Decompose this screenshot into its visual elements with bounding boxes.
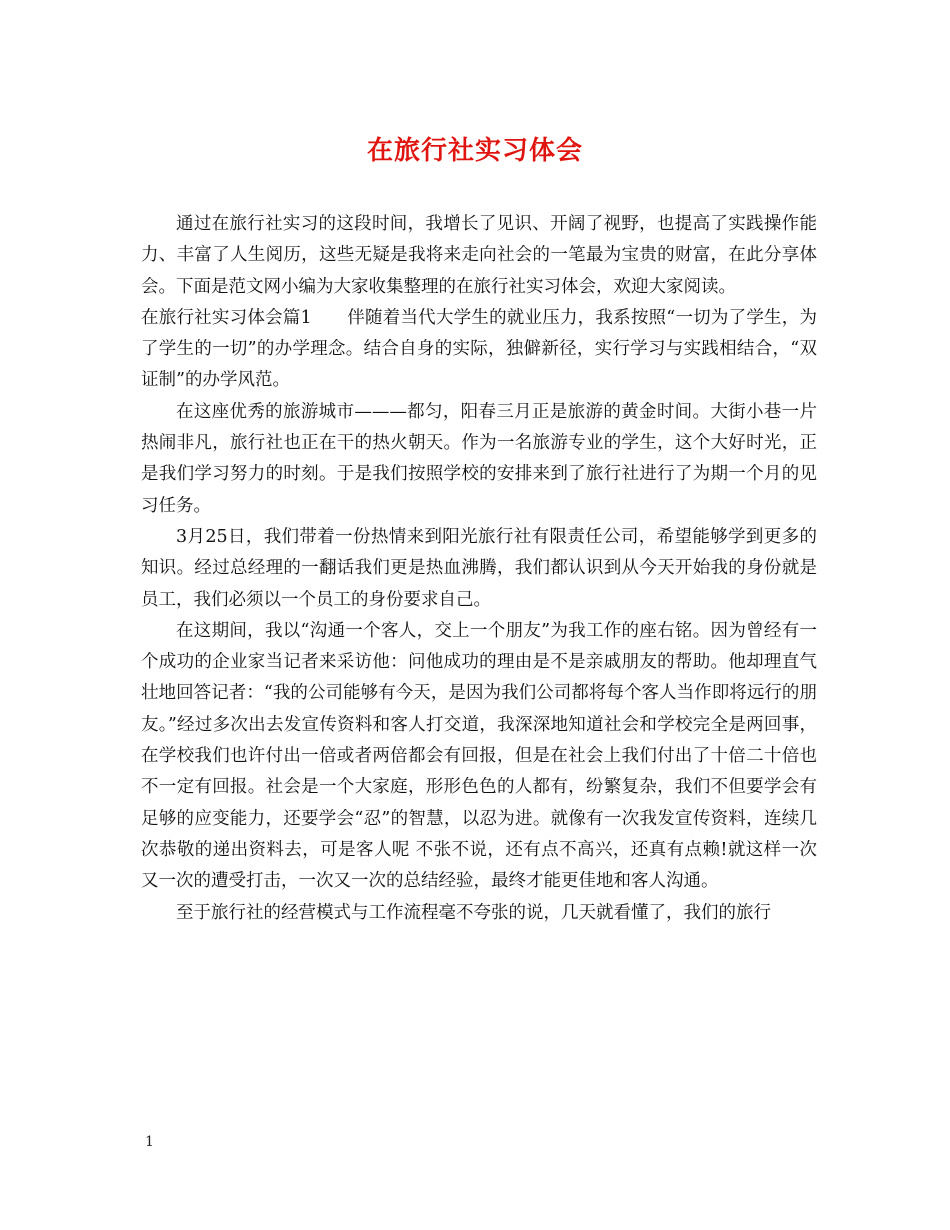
paragraph-intro: 通过在旅行社实习的这段时间，我增长了见识、开阔了视野，也提高了实践操作能力、丰富了人生阅历，这些无疑是我将来走向社会的一笔最为宝贵的财富，在此分享体会。下面是范文网小编为大家收集整理的在旅行社实习体会，欢迎大家阅读。 <box>141 214 817 297</box>
document-body <box>141 209 817 929</box>
paragraph-duyun: 在这座优秀的旅游城市———都匀，阳春三月正是旅游的黄金时间。大街小巷一片热闹非凡，旅行社也正在干的热火朝天。作为一名旅游专业的学生，这个大好时光，正是我们学习努力的时刻。于是我们按照学校的安排来到了旅行社进行了为期一个月的见习任务。 <box>141 401 817 516</box>
paragraph-article-1-opening: 在旅行社实习体会篇1 伴随着当代大学生的就业压力，我系按照“一切为了学生，为了学生的一切”的办学理念。结合自身的实际，独僻新径，实行学习与实践相结合，“双证制”的办学风范。 <box>141 307 817 391</box>
page-number: 1 <box>145 1134 154 1150</box>
paragraph-business-model: 至于旅行社的经营模式与工作流程毫不夸张的说，几天就看懂了，我们的旅行 <box>176 902 771 923</box>
page-title: 在旅行社实习体会 <box>366 136 583 166</box>
paragraph-march-25: 3月25日，我们带着一份热情来到阳光旅行社有限责任公司，希望能够学到更多的知识。经过总经理的一翻话我们更是热血沸腾，我们都认识到从今天开始我的身份就是员工，我们必须以一个员工的身份要求自己。 <box>141 526 817 610</box>
paragraph-communication: 在这期间，我以“沟通一个客人，交上一个朋友”为我工作的座右铭。因为曾经有一个成功的企业家当记者来采访他：问他成功的理由是不是亲戚朋友的帮助。他却理直气壮地回答记者：“我的公司能够有今天，是因为我们公司都将每个客人当作即将远行的朋友。”经过多次出去发宣传资料和客人打交道，我深深地知道社会和学校完全是两回事，在学校我们也许付出一倍或者两倍都会有回报，但是在社会上我们付出了十倍二十倍也不一定有回报。社会是一个大家庭，形形色色的人都有，纷繁复杂，我们不但要学会有足够的应变能力，还要学会“忍”的智慧，以忍为进。就像有一次我发宣传资料，连续几次恭敬的递出资料去，可是客人呢 不张不说，还有点不高兴，还真有点赖!就这样一次又一次的遭受打击，一次又一次的总结经验，最终才能更佳地和客人沟通。 <box>141 620 817 892</box>
